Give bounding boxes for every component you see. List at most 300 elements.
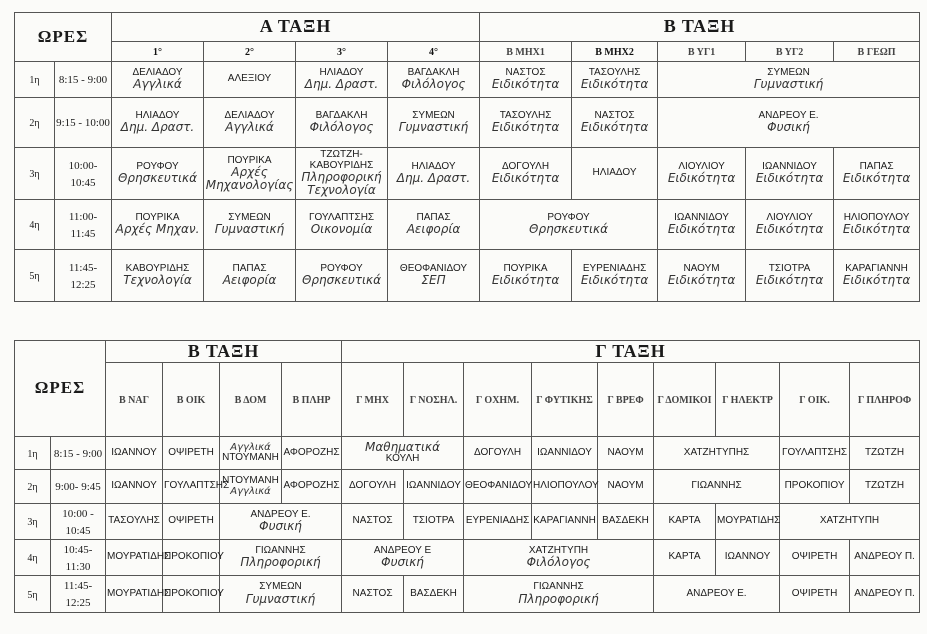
- section-label: Γ ΟΧΗΜ.: [475, 395, 520, 407]
- lesson-cell: [598, 437, 654, 470]
- section-header: [112, 42, 204, 62]
- section-label: Β ΥΓ1: [687, 47, 716, 59]
- timetable-top: [14, 12, 920, 302]
- lesson-cell: [658, 62, 920, 98]
- lesson-cell: [388, 62, 480, 98]
- section-header: [204, 42, 296, 62]
- subject-note: Αγγλικά: [230, 485, 271, 497]
- lesson-cell: [480, 200, 658, 250]
- subject-note: Θρησκευτικά: [301, 273, 382, 288]
- teacher-name: ΔΕΛΙΑΔΟΥ: [224, 109, 275, 121]
- teacher-name: ΙΩΑΝΝΙΔΟΥ: [406, 480, 461, 492]
- time-label: 11:00- 11:45: [68, 210, 98, 240]
- subject-note: Πληροφορική Τεχνολογία: [301, 170, 382, 197]
- class-c-header: [342, 341, 920, 363]
- lesson-cell: [204, 250, 296, 302]
- teacher-name: ΟΨΙΡΕΤΗ: [168, 446, 214, 458]
- teacher-name: ΚΟΥΛΗ: [385, 453, 420, 465]
- subject-note: Πληροφορική: [518, 591, 599, 606]
- time-label: 10:45- 11:30: [63, 543, 93, 573]
- section-label: Γ ΟΙΚ.: [799, 395, 830, 407]
- teacher-name: ΑΦΟΡΟΖΗΣ: [283, 446, 340, 458]
- subject-note: Γυμναστική: [398, 120, 469, 135]
- teacher-name: ΛΙΟΥΛΙΟΥ: [766, 211, 813, 223]
- class-a-header: [112, 13, 480, 42]
- class-b-header: [480, 13, 920, 42]
- section-header: [388, 42, 480, 62]
- lesson-cell: [296, 98, 388, 148]
- lesson-cell: [850, 540, 920, 576]
- section-label: Β ΜΗΧ1: [506, 47, 545, 59]
- lesson-cell: [480, 98, 572, 148]
- hours-header: [15, 341, 106, 437]
- lesson-cell: [220, 504, 342, 540]
- teacher-name: ΓΟΥΛΑΠΤΣΗΣ: [308, 211, 375, 223]
- subject-note: Αρχές Μηχαν.: [115, 222, 200, 237]
- period-time: [55, 62, 112, 98]
- section-label: 4°: [429, 47, 439, 59]
- teacher-name: ΡΟΥΦΟΥ: [136, 160, 179, 172]
- subject-note: ΣΕΠ: [421, 273, 446, 288]
- teacher-name: ΔΟΓΟΥΛΗ: [474, 446, 522, 458]
- teacher-name: ΤΑΣΟΥΛΗΣ: [108, 515, 160, 527]
- teacher-name: ΤΖΩΤΖΗ: [864, 480, 905, 492]
- lesson-cell: [780, 470, 850, 504]
- teacher-name: ΓΙΩΑΝΝΗΣ: [533, 581, 584, 593]
- subject-note: Γυμναστική: [245, 591, 316, 606]
- lesson-cell: [220, 437, 282, 470]
- lesson-cell: [834, 148, 920, 200]
- lesson-cell: [163, 437, 220, 470]
- subject-note: Ειδικότητα: [842, 171, 911, 186]
- time-label: 10:00- 10:45: [68, 159, 98, 189]
- subject-note: Αγγλικά: [230, 441, 271, 453]
- section-header: [834, 42, 920, 62]
- teacher-name: ΠΑΠΑΣ: [859, 160, 894, 172]
- section-label: 3°: [337, 47, 347, 59]
- subject-note: Γυμναστική: [753, 77, 824, 92]
- subject-note: Θρησκευτικά: [117, 171, 198, 186]
- lesson-cell: [342, 576, 404, 613]
- lesson-cell: [112, 250, 204, 302]
- lesson-cell: [850, 437, 920, 470]
- period-time: [55, 148, 112, 200]
- lesson-cell: [532, 470, 598, 504]
- teacher-name: ΤΣΙΟΤΡΑ: [768, 262, 811, 274]
- period-label: 1η: [27, 448, 38, 460]
- section-header: [296, 42, 388, 62]
- teacher-name: ΚΑΡΑΓΙΑΝΝΗ: [845, 262, 908, 274]
- teacher-name: ΡΟΥΦΟΥ: [320, 262, 363, 274]
- lesson-cell: [850, 576, 920, 613]
- subject-note: Φυσική: [381, 555, 424, 570]
- teacher-name: ΓΙΩΑΝΝΗΣ: [255, 544, 306, 556]
- timetable-bottom: [14, 340, 920, 613]
- teacher-name: ΑΝΔΡΕΟΥ Ε.: [758, 109, 819, 121]
- lesson-cell: [388, 200, 480, 250]
- lesson-cell: [464, 437, 532, 470]
- teacher-name: ΣΥΜΕΩΝ: [412, 109, 455, 121]
- lesson-cell: [654, 437, 780, 470]
- teacher-name: ΠΟΥΡΙΚΑ: [227, 154, 272, 166]
- lesson-cell: [480, 62, 572, 98]
- lesson-cell: [163, 540, 224, 576]
- teacher-name: ΝΤΟΥΜΑΝΗ: [222, 452, 279, 463]
- section-header: [404, 363, 464, 437]
- lesson-cell: [746, 200, 834, 250]
- subject-note: Μαθηματικά: [365, 440, 441, 455]
- lesson-cell: [572, 62, 658, 98]
- class-a-label: Α ΤΑΞΗ: [259, 16, 332, 37]
- teacher-name: ΙΩΑΝΝΟΥ: [111, 480, 157, 492]
- section-header: [480, 42, 572, 62]
- lesson-cell: [204, 62, 296, 98]
- period-time: [55, 200, 112, 250]
- lesson-cell: [780, 540, 850, 576]
- period-label: 3η: [29, 169, 40, 181]
- period-label: 4η: [27, 553, 38, 565]
- time-label: 10:00 - 10:45: [62, 507, 94, 537]
- subject-note: Φιλόλογος: [526, 555, 591, 570]
- teacher-name: ΝΑΟΥΜ: [683, 262, 720, 274]
- teacher-name: ΔΟΓΟΥΛΗ: [349, 480, 397, 492]
- lesson-cell: [204, 200, 296, 250]
- teacher-name: ΜΟΥΡΑΤΙΔΗΣ: [717, 515, 781, 527]
- subject-note: Δημ. Δραστ.: [120, 120, 195, 135]
- teacher-name: ΗΛΙΟΠΟΥΛΟΥ: [843, 211, 910, 223]
- teacher-name: ΝΑΣΤΟΣ: [352, 587, 393, 599]
- teacher-name: ΚΑΡΑΓΙΑΝΝΗ: [533, 515, 596, 527]
- teacher-name: ΤΑΣΟΥΛΗΣ: [499, 109, 552, 121]
- lesson-cell: [598, 504, 654, 540]
- teacher-name: ΗΛΙΑΔΟΥ: [411, 160, 456, 172]
- teacher-name: ΜΟΥΡΑΤΙΔΗΣ: [107, 551, 171, 563]
- lesson-cell: [746, 148, 834, 200]
- lesson-cell: [532, 437, 598, 470]
- teacher-name: ΘΕΟΦΑΝΙΔΟΥ: [399, 262, 468, 274]
- period-number: [15, 470, 51, 504]
- table-row: [15, 148, 920, 200]
- teacher-name: ΟΨΙΡΕΤΗ: [791, 587, 838, 599]
- section-header: [658, 42, 746, 62]
- period-time: [55, 98, 112, 148]
- lesson-cell: [746, 250, 834, 302]
- teacher-name: ΑΝΔΡΕΟΥ Ε.: [686, 587, 747, 599]
- lesson-cell: [598, 470, 654, 504]
- section-label: Β ΟΙΚ: [176, 395, 206, 407]
- subject-note: Αειφορία: [406, 222, 461, 237]
- lesson-cell: [163, 470, 230, 504]
- lesson-cell: [388, 148, 480, 200]
- subject-note: Ειδικότητα: [667, 171, 736, 186]
- teacher-name: ΤΖΩΤΖΗ: [864, 446, 905, 458]
- teacher-name: ΝΑΣΤΟΣ: [352, 515, 393, 527]
- teacher-name: ΗΛΙΑΔΟΥ: [135, 109, 180, 121]
- lesson-cell: [658, 200, 746, 250]
- section-label: Γ ΝΟΣΗΛ.: [409, 395, 458, 407]
- teacher-name: ΟΨΙΡΕΤΗ: [791, 551, 838, 563]
- lesson-cell: [106, 576, 171, 613]
- table-row: [15, 470, 920, 504]
- subject-note: Θρησκευτικά: [529, 222, 609, 237]
- section-label: Β ΠΛΗΡ: [292, 395, 331, 407]
- section-header: [598, 363, 654, 437]
- teacher-name: ΚΑΒΟΥΡΙΔΗΣ: [125, 262, 190, 274]
- subject-note: Αγγλικά: [225, 120, 274, 135]
- lesson-cell: [112, 62, 204, 98]
- lesson-cell: [404, 470, 464, 504]
- subject-note: Ειδικότητα: [755, 171, 824, 186]
- lesson-cell: [296, 200, 388, 250]
- teacher-name: ΕΥΡΕΝΙΑΔΗΣ: [465, 515, 530, 527]
- section-label: Β ΜΗΧ2: [595, 47, 634, 59]
- section-header: [163, 363, 220, 437]
- section-header: [716, 363, 780, 437]
- lesson-cell: [282, 470, 342, 504]
- subject-note: Αειφορία: [222, 273, 277, 288]
- teacher-name: ΒΑΣΔΕΚΗ: [410, 587, 457, 599]
- lesson-cell: [342, 504, 404, 540]
- section-header: [342, 363, 404, 437]
- subject-note: Τεχνολογία: [123, 273, 192, 288]
- period-label: 2η: [27, 482, 38, 494]
- lesson-cell: [342, 540, 464, 576]
- class-b-label: Β ΤΑΞΗ: [187, 340, 260, 361]
- lesson-cell: [112, 200, 204, 250]
- table-row: [15, 62, 920, 98]
- hours-header: [15, 13, 112, 62]
- period-time: [51, 470, 106, 504]
- teacher-name: ΒΑΣΔΕΚΗ: [602, 515, 649, 527]
- section-header: [572, 42, 658, 62]
- teacher-name: ΤΣΙΟΤΡΑ: [412, 515, 455, 527]
- teacher-name: ΑΝΔΡΕΟΥ Π.: [854, 551, 915, 563]
- time-label: 11:45- 12:25: [68, 261, 98, 291]
- lesson-cell: [106, 540, 171, 576]
- period-number: [15, 504, 51, 540]
- section-label: Β ΥΓ2: [775, 47, 804, 59]
- period-number: [15, 148, 55, 200]
- period-time: [51, 576, 106, 613]
- teacher-name: ΗΛΙΟΠΟΥΛΟΥ: [533, 480, 599, 492]
- subject-note: Δημ. Δραστ.: [304, 77, 379, 92]
- lesson-cell: [654, 504, 716, 540]
- teacher-name: ΓΙΩΑΝΝΗΣ: [691, 480, 742, 492]
- lesson-cell: [780, 437, 850, 470]
- subject-note: Φιλόλογος: [401, 77, 466, 92]
- subject-note: Ειδικότητα: [580, 77, 649, 92]
- section-header: [850, 363, 920, 437]
- lesson-cell: [658, 98, 920, 148]
- lesson-cell: [342, 470, 404, 504]
- time-label: 8:15 - 9:00: [58, 74, 108, 87]
- period-label: 2η: [29, 118, 40, 130]
- lesson-cell: [282, 437, 342, 470]
- teacher-name: ΑΝΔΡΕΟΥ Ε.: [250, 508, 311, 520]
- teacher-name: ΓΟΥΛΑΠΤΣΗΣ: [781, 446, 848, 458]
- teacher-name: ΘΕΟΦΑΝΙΔΟΥ: [465, 480, 533, 492]
- lesson-cell: [342, 437, 464, 470]
- table-row: [15, 540, 920, 576]
- hours-label: ΩΡΕΣ: [37, 26, 89, 46]
- lesson-cell: [464, 470, 532, 504]
- lesson-cell: [572, 148, 658, 200]
- lesson-cell: [464, 540, 654, 576]
- lesson-cell: [572, 98, 658, 148]
- period-time: [51, 540, 106, 576]
- table-row: [15, 576, 920, 613]
- lesson-cell: [163, 576, 224, 613]
- subject-note: Ειδικότητα: [842, 222, 911, 237]
- lesson-cell: [220, 540, 342, 576]
- teacher-name: ΒΑΓΔΑΚΛΗ: [407, 66, 460, 78]
- subject-note: Δημ. Δραστ.: [396, 171, 471, 186]
- class-b-label: Β ΤΑΞΗ: [663, 16, 736, 37]
- section-label: Β ΔΟΜ: [234, 395, 267, 407]
- lesson-cell: [658, 148, 746, 200]
- period-label: 3η: [27, 517, 38, 529]
- subject-note: Πληροφορική: [240, 555, 321, 570]
- section-label: Γ ΦΥΤΙΚΗΣ: [536, 395, 593, 407]
- period-time: [55, 250, 112, 302]
- teacher-name: ΑΦΟΡΟΖΗΣ: [283, 480, 340, 492]
- section-header: [464, 363, 532, 437]
- period-number: [15, 576, 51, 613]
- lesson-cell: [654, 576, 780, 613]
- teacher-name: ΜΟΥΡΑΤΙΔΗΣ: [107, 587, 171, 599]
- lesson-cell: [780, 576, 850, 613]
- table-row: [15, 437, 920, 470]
- teacher-name: ΧΑΤΖΗΤΥΠΗ: [528, 544, 589, 556]
- lesson-cell: [480, 148, 572, 200]
- period-number: [15, 62, 55, 98]
- teacher-name: ΗΛΙΑΔΟΥ: [592, 167, 637, 179]
- lesson-cell: [716, 504, 780, 540]
- teacher-name: ΒΑΓΔΑΚΛΗ: [315, 109, 368, 121]
- lesson-cell: [658, 250, 746, 302]
- teacher-name: ΛΙΟΥΛΙΟΥ: [678, 160, 725, 172]
- time-label: 9:15 - 10:00: [56, 117, 110, 130]
- subject-note: Ειδικότητα: [667, 273, 736, 288]
- subject-note: Ειδικότητα: [491, 120, 560, 135]
- lesson-cell: [404, 504, 464, 540]
- teacher-name: ΠΑΠΑΣ: [416, 211, 451, 223]
- subject-note: Ειδικότητα: [755, 273, 824, 288]
- teacher-name: ΠΡΟΚΟΠΙΟΥ: [784, 480, 845, 492]
- teacher-name: ΑΝΔΡΕΟΥ Π.: [854, 587, 915, 599]
- subject-note: Ειδικότητα: [580, 120, 649, 135]
- subject-note: Ειδικότητα: [491, 77, 560, 92]
- hours-label: ΩΡΕΣ: [34, 378, 86, 398]
- table-row: [15, 504, 920, 540]
- lesson-cell: [112, 148, 204, 200]
- lesson-cell: [464, 576, 654, 613]
- subject-note: Ειδικότητα: [580, 273, 649, 288]
- teacher-name: ΝΑΟΥΜ: [607, 446, 644, 458]
- lesson-cell: [204, 148, 296, 200]
- lesson-cell: [106, 504, 163, 540]
- teacher-name: ΧΑΤΖΗΤΥΠΗ: [819, 515, 880, 527]
- teacher-name: ΚΑΡΤΑ: [668, 515, 701, 527]
- teacher-name: ΝΤΟΥΜΑΝΗ: [222, 475, 279, 486]
- teacher-name: ΝΑΣΤΟΣ: [594, 109, 635, 121]
- teacher-name: ΔΕΛΙΑΔΟΥ: [132, 66, 183, 78]
- subject-note: Φυσική: [767, 120, 810, 135]
- teacher-name: ΠΑΠΑΣ: [232, 262, 267, 274]
- teacher-name: ΕΥΡΕΝΙΑΔΗΣ: [582, 262, 647, 274]
- section-label: Γ ΠΛΗΡΟΦ: [857, 395, 912, 407]
- subject-note: Ειδικότητα: [491, 171, 560, 186]
- teacher-name: ΙΩΑΝΝΙΔΟΥ: [674, 211, 729, 223]
- teacher-name: ΔΟΓΟΥΛΗ: [502, 160, 550, 172]
- table-row: [15, 200, 920, 250]
- teacher-name: ΣΥΜΕΩΝ: [228, 211, 271, 223]
- section-header: [220, 363, 282, 437]
- time-label: 8:15 - 9:00: [53, 447, 103, 460]
- teacher-name: ΚΑΡΤΑ: [668, 551, 701, 563]
- lesson-cell: [850, 470, 920, 504]
- lesson-cell: [780, 504, 920, 540]
- lesson-cell: [112, 98, 204, 148]
- time-label: 11:45- 12:25: [63, 580, 93, 609]
- teacher-name: ΗΛΙΑΔΟΥ: [319, 66, 364, 78]
- section-header: [282, 363, 342, 437]
- lesson-cell: [404, 576, 464, 613]
- teacher-name: ΙΩΑΝΝΙΔΟΥ: [537, 446, 592, 458]
- teacher-name: ΤΑΣΟΥΛΗΣ: [588, 66, 641, 78]
- teacher-name: ΑΛΕΞΙΟΥ: [227, 73, 272, 85]
- period-number: [15, 98, 55, 148]
- section-label: 2°: [245, 47, 255, 59]
- subject-note: Ειδικότητα: [667, 222, 736, 237]
- teacher-name: ΝΑΣΤΟΣ: [505, 66, 546, 78]
- lesson-cell: [480, 250, 572, 302]
- period-label: 5η: [27, 589, 38, 601]
- lesson-cell: [654, 470, 780, 504]
- lesson-cell: [296, 148, 388, 200]
- section-label: Β ΝΑΓ: [119, 395, 149, 407]
- lesson-cell: [388, 250, 480, 302]
- teacher-name: ΠΡΟΚΟΠΙΟΥ: [164, 587, 224, 599]
- lesson-cell: [204, 98, 296, 148]
- section-label: Γ ΒΡΕΦ: [607, 395, 644, 407]
- teacher-name: ΟΨΙΡΕΤΗ: [168, 515, 214, 527]
- period-number: [15, 437, 51, 470]
- period-number: [15, 200, 55, 250]
- lesson-cell: [106, 470, 163, 504]
- teacher-name: ΡΟΥΦΟΥ: [547, 211, 590, 223]
- teacher-name: ΤΖΩΤΖΗ- ΚΑΒΟΥΡΙΔΗΣ: [309, 149, 374, 171]
- teacher-name: ΧΑΤΖΗΤΥΠΗΣ: [683, 446, 750, 458]
- teacher-name: ΠΡΟΚΟΠΙΟΥ: [164, 551, 224, 563]
- teacher-name: ΑΝΔΡΕΟΥ Ε: [373, 544, 432, 556]
- subject-note: Γυμναστική: [214, 222, 285, 237]
- period-label: 4η: [29, 220, 40, 232]
- teacher-name: ΙΩΑΝΝΟΥ: [724, 551, 771, 563]
- section-label: Γ ΜΗΧ: [356, 395, 389, 407]
- section-header: [746, 42, 834, 62]
- subject-note: Ειδικότητα: [491, 273, 560, 288]
- period-number: [15, 540, 51, 576]
- section-header: [106, 363, 163, 437]
- subject-note: Αγγλικά: [133, 77, 182, 92]
- teacher-name: ΣΥΜΕΩΝ: [259, 581, 302, 593]
- time-label: 9:00- 9:45: [55, 481, 101, 494]
- teacher-name: ΠΟΥΡΙΚΑ: [135, 211, 180, 223]
- period-label: 1η: [29, 75, 40, 87]
- table-row: [15, 250, 920, 302]
- teacher-name: ΝΑΟΥΜ: [607, 480, 644, 492]
